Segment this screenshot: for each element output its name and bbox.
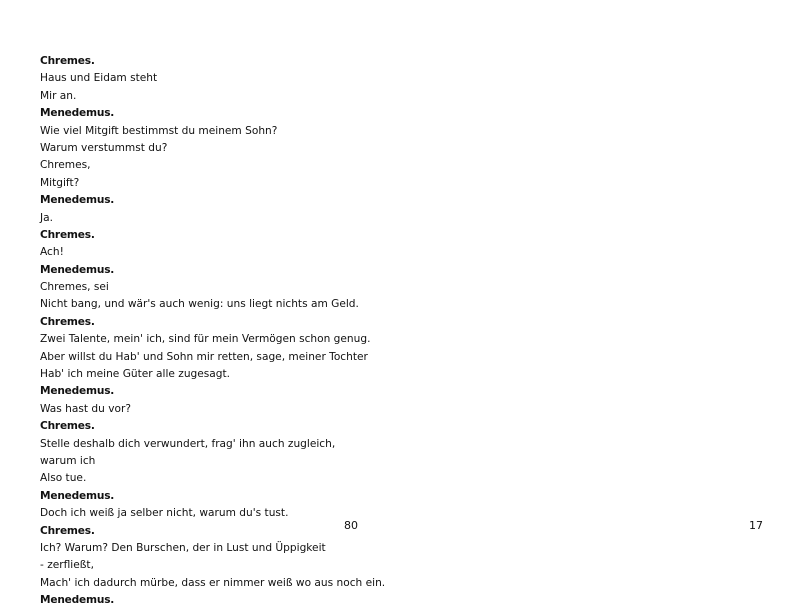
speaker-name: Chremes.: [40, 315, 95, 328]
speaker-name: Chremes.: [40, 524, 95, 537]
dialogue-line: Hab' ich meine Güter alle zugesagt.: [40, 368, 231, 381]
dialogue-line: Nicht bang, und wär's auch wenig: uns liegt nichts am Geld.: [40, 298, 359, 311]
dialogue-line: Was hast du vor?: [40, 402, 131, 415]
dialogue-line: Aber willst du Hab' und Sohn mir retten, sage, meiner Tochter: [40, 350, 368, 363]
speaker-name: Menedemus.: [40, 385, 115, 398]
speaker-name: Menedemus.: [40, 594, 115, 607]
dialogue-line: Wie viel Mitgift bestimmst du meinem Sohn?: [40, 124, 278, 137]
dialogue-line: warum ich: [40, 454, 96, 467]
dialogue-text: [40, 53, 385, 610]
dialogue-line: Haus und Eidam steht: [40, 72, 158, 85]
dialogue-line: Stelle deshalb dich verwundert, frag' ihn auch zugleich,: [40, 437, 336, 450]
speaker-name: Menedemus.: [40, 194, 115, 207]
speaker-name: Chremes.: [40, 55, 95, 67]
speaker-name: Chremes.: [40, 228, 95, 241]
dialogue-line: Chremes,: [40, 159, 91, 172]
dialogue-line: Warum verstummst du?: [40, 141, 168, 154]
dialogue-line: Mach' ich dadurch mürbe, dass er nimmer weiß wo aus noch ein.: [40, 576, 386, 589]
dialogue-line: Mitgift?: [40, 176, 80, 189]
speaker-name: Menedemus.: [40, 263, 115, 276]
speaker-name: Menedemus.: [40, 489, 115, 502]
speaker-name: Menedemus.: [40, 107, 115, 120]
dialogue-line: - zerfließt,: [40, 559, 94, 572]
page-number-center: 80: [344, 519, 358, 532]
dialogue-line: Mir an.: [40, 89, 77, 102]
dialogue-line: Also tue.: [40, 472, 87, 485]
dialogue-line: Chremes, sei: [40, 281, 109, 294]
dialogue-line: Ja.: [40, 211, 53, 224]
speaker-name: Chremes.: [40, 420, 95, 433]
dialogue-line: Doch ich weiß ja selber nicht, warum du's tust.: [40, 507, 289, 520]
dialogue-line: Ach!: [40, 246, 64, 259]
page-number-right: 17: [749, 519, 763, 532]
dialogue-line: Ich? Warum? Den Burschen, der in Lust und Üppigkeit: [40, 541, 326, 554]
dialogue-line: Zwei Talente, mein' ich, sind für mein Vermögen schon genug.: [40, 333, 371, 346]
